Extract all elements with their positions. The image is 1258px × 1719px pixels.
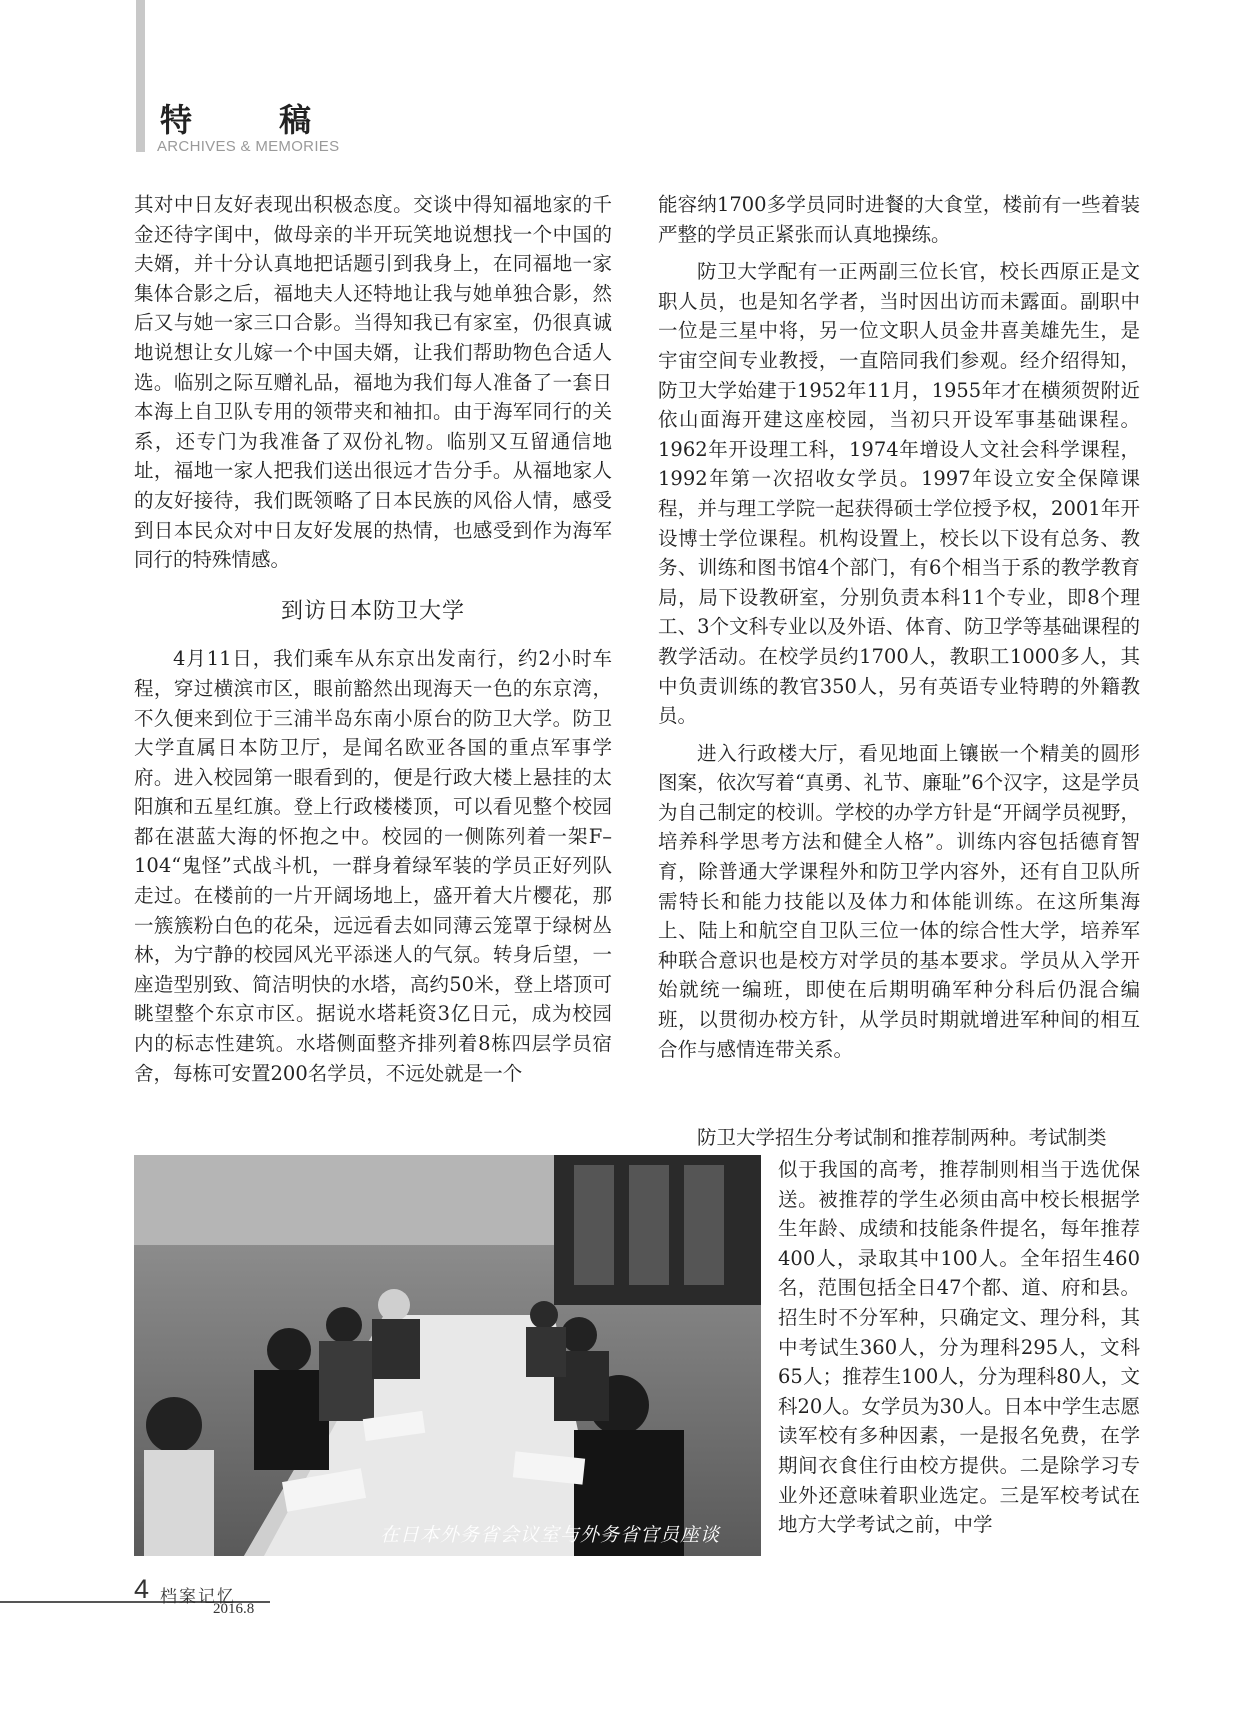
right-column bbox=[658, 190, 1140, 1072]
article-subheading: 到访日本防卫大学 bbox=[280, 598, 465, 624]
paragraph: 4月11日，我们乘车从东京出发南行，约2小时车程，穿过横滨市区，眼前豁然出现海天一色的东京湾，不久便来到位于三浦半岛东南小原台的防卫大学。防卫大学直属日本防卫厅，是闻名欧亚各国的重点军事学府。进入校园第一眼看到的，便是行政大楼上悬挂的太阳旗和五星红旗。登上行政楼楼顶，可以看见整个校园都在湛蓝大海的怀抱之中。校园的一侧陈列着一架F–104“鬼怪”式战斗机，一群身着绿军装的学员正好列队走过。在楼前的一片开阔场地上，盛开着大片樱花，那一簇簇粉白色的花朵，远远看去如同薄云笼罩于绿树丛林，为宁静的校园风光平添迷人的气氛。转身后望，一座造型别致、简洁明快的水塔，高约50米，登上塔顶可眺望整个东京市区。据说水塔耗资3亿日元，成为校园内的标志性建筑。水塔侧面整齐排列着8栋四层学员宿舍，每栋可安置200名学员，不远处就是一个 bbox=[134, 647, 612, 1085]
meeting-room-image bbox=[134, 1155, 761, 1556]
issue-date: 2016.8 bbox=[213, 1601, 255, 1617]
section-title: 特 稿 bbox=[160, 101, 350, 139]
paragraph-wrap-continued: 似于我国的高考，推荐制则相当于选优保送。被推荐的学生必须由高中校长根据学生年龄、成绩和技能条件提名，每年推荐400人，录取其中100人。全年招生460名，范围包括全日47个都、道、府和县。招生时不分军种，只确定文、理分科，其中考试生360人，分为理科295人，文科65人；推荐生100人，分为理科80人，文科20人。女学员为30人。日本中学生志愿读军校有多种因素，一是报名免费，在学期间衣食住行由校方提供。二是除学习专业外还意味着职业选定。三是军校考试在地方大学考试之前，中学 bbox=[778, 1158, 1140, 1537]
paragraph: 进入行政楼大厅，看见地面上镶嵌一个精美的圆形图案，依次写着“真勇、礼节、廉耻”6个汉字，这是学员为自己制定的校训。学校的办学方针是“开阔学员视野，培养科学思考方法和健全人格”。训练内容包括德育智育，除普通大学课程外和防卫学内容外，还有自卫队所需特长和能力技能以及体力和体能训练。在这所集海上、陆上和航空自卫队三位一体的综合性大学，培养军种联合意识也是校方对学员的基本要求。学员从入学开始就统一编班，即使在后期明确军种分科后仍混合编班，以贯彻办校方针，从学员时期就增进军种间的相互合作与感情连带关系。 bbox=[658, 741, 1140, 1061]
meeting-photo bbox=[134, 1155, 761, 1556]
paragraph: 能容纳1700多学员同时进餐的大食堂，楼前有一些着装严整的学员正紧张而认真地操练。 bbox=[658, 193, 1140, 246]
left-column bbox=[134, 190, 612, 1096]
publication-name: 档案记忆 bbox=[160, 1587, 236, 1607]
paragraph: 防卫大学配有一正两副三位长官，校长西原正是文职人员，也是知名学者，当时因出访而未露面。副职中一位是三星中将，另一位文职人员金井喜美雄先生，是宇宙空间专业教授，一直陪同我们参观。经介绍得知，防卫大学始建于1952年11月，1955年才在横须贺附近依山面海开建这座校园，当初只开设军事基础课程。1962年开设理工科，1974年增设人文社会科学课程，1992年第一次招收女学员。1997年设立安全保障课程，并与理工学院一起获得硕士学位授予权，2001年开设博士学位课程。机构设置上，校长以下设有总务、教务、训练和图书馆4个部门，有6个相当于系的教学教育局，局下设教研室，分别负责本科11个专业，即8个理工、3个文科专业以及外语、体育、防卫学等基础课程的教学活动。在校学员约1700人，教职工1000多人，其中负责训练的教官350人，另有英语专业特聘的外籍教员。 bbox=[658, 260, 1140, 728]
page-number: 4 bbox=[134, 1574, 150, 1604]
section-subtitle: ARCHIVES & MEMORIES bbox=[157, 138, 340, 155]
photo-caption: 在日本外务省会议室与外务省官员座谈 bbox=[380, 1524, 721, 1546]
header-accent-bar bbox=[136, 0, 145, 152]
paragraph-wrap-start: 防卫大学招生分考试制和推荐制两种。考试制类 bbox=[697, 1126, 1107, 1149]
paragraph: 其对中日友好表现出积极态度。交谈中得知福地家的千金还待字闺中，做母亲的半开玩笑地说想找一个中国的夫婿，并十分认真地把话题引到我身上，在同福地一家集体合影之后，福地夫人还特地让我与她单独合影，然后又与她一家三口合影。当得知我已有家室，仍很真诚地说想让女儿嫁一个中国夫婿，让我们帮助物色合适人选。临别之际互赠礼品，福地为我们每人准备了一套日本海上自卫队专用的领带夹和袖扣。由于海军同行的关系，还专门为我准备了双份礼物。临别又互留通信地址，福地一家人把我们送出很远才告分手。从福地家人的友好接待，我们既领略了日本民族的风俗人情，感受到日本民众对中日友好发展的热情，也感受到作为海军同行的特殊情感。 bbox=[134, 193, 612, 572]
